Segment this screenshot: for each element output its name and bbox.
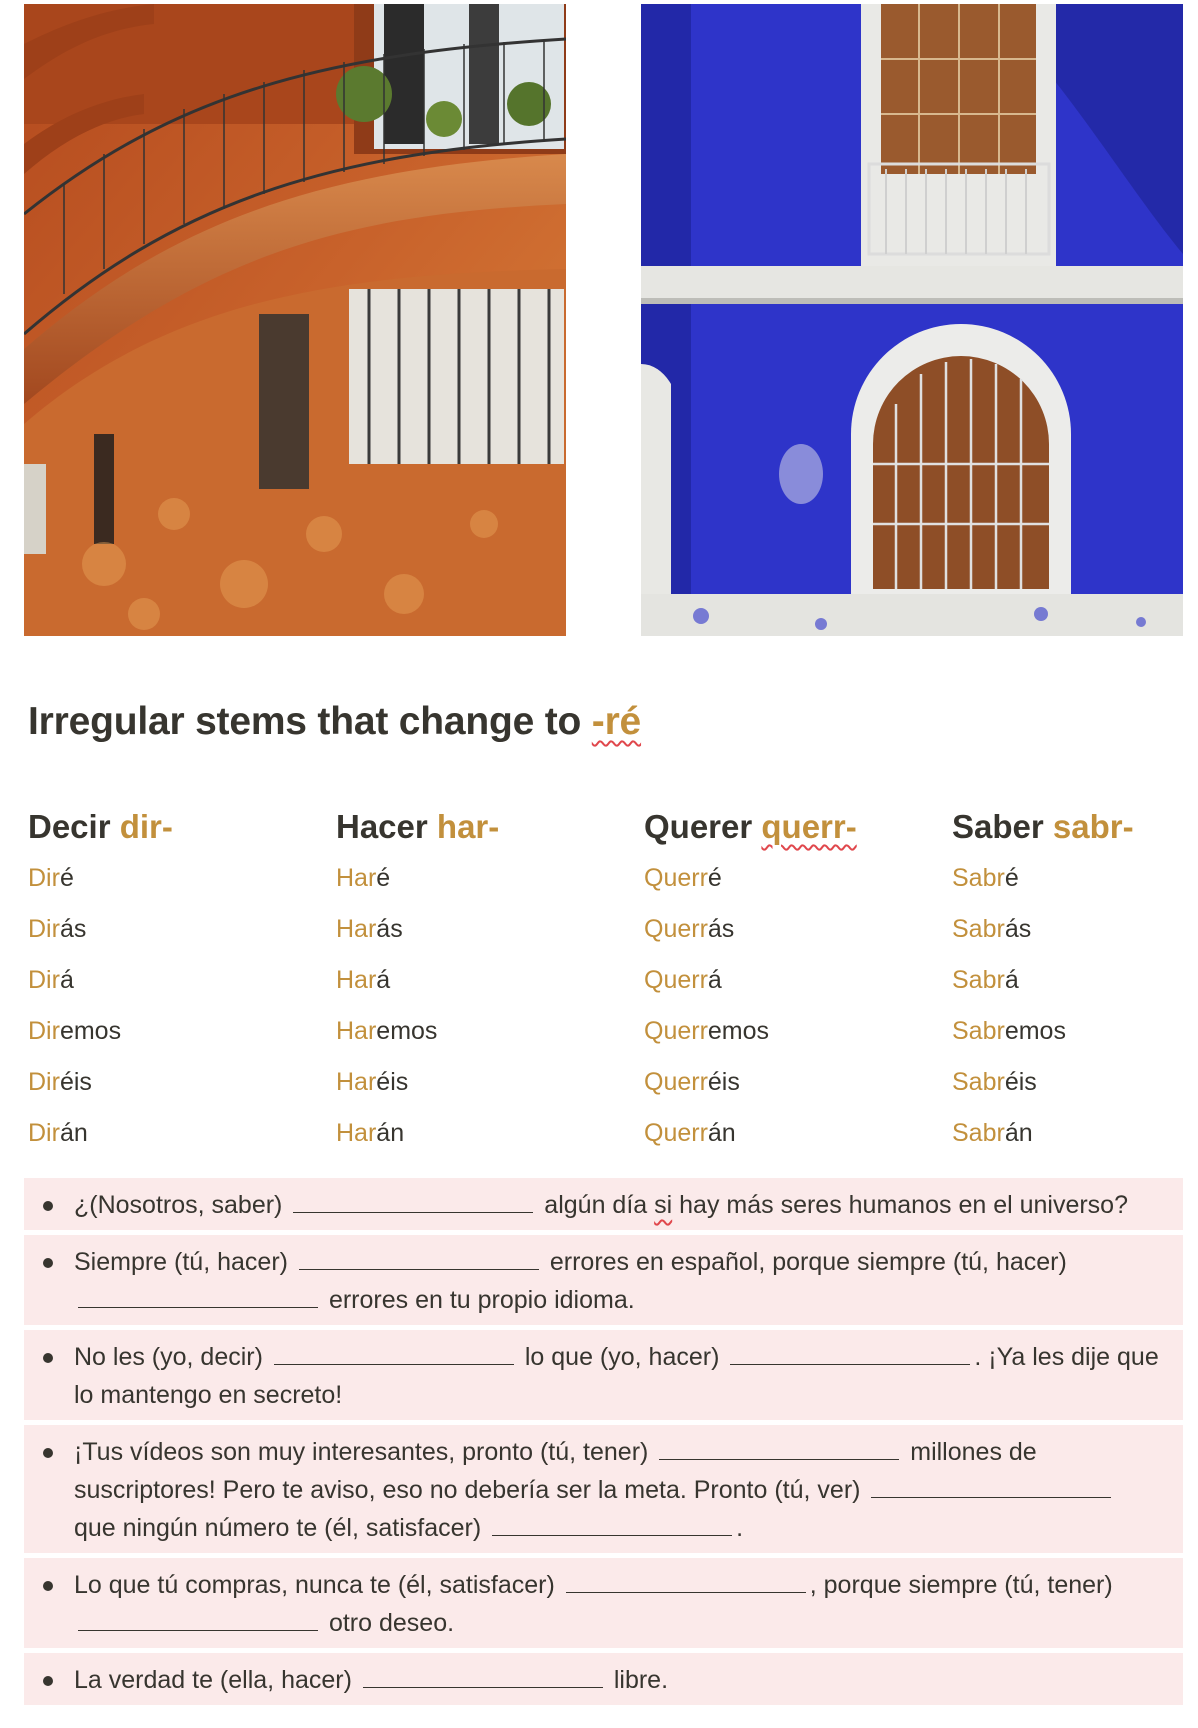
answer-blank[interactable] — [78, 1283, 318, 1308]
exercise-item[interactable]: La verdad te (ella, hacer) libre. — [24, 1653, 1183, 1705]
conjugation-form: Harás — [336, 915, 403, 943]
exercise-item[interactable]: No les (yo, decir) lo que (yo, hacer) . ¡Ya les dije que lo mantengo en secreto! — [24, 1330, 1183, 1420]
column-saber — [952, 806, 1198, 1159]
bullet-icon — [43, 1448, 53, 1458]
answer-blank[interactable] — [871, 1473, 1111, 1498]
answer-blank[interactable] — [363, 1663, 603, 1688]
verb-name: Decir — [28, 808, 111, 845]
conjugation-form: Dirás — [28, 915, 87, 943]
bullet-icon — [43, 1676, 53, 1686]
orange-building-image — [24, 4, 566, 636]
answer-blank[interactable] — [299, 1245, 539, 1270]
heading-suffix: -ré — [591, 700, 642, 743]
answer-blank[interactable] — [293, 1188, 533, 1213]
conjugation-form: Haré — [336, 864, 391, 892]
column-header — [644, 806, 944, 848]
orange-building-photo — [24, 4, 566, 636]
conjugation-form: Sabréis — [952, 1068, 1037, 1096]
conjugation-form: Dirá — [28, 966, 74, 994]
answer-blank[interactable] — [274, 1340, 514, 1365]
conjugation-form: Querremos — [644, 1017, 770, 1045]
conjugation-form: Sabremos — [952, 1017, 1066, 1045]
heading-text: Irregular stems that change to — [28, 700, 582, 743]
exercise-item[interactable]: ¿(Nosotros, saber) algún día si hay más seres humanos en el universo? — [24, 1178, 1183, 1230]
conjugation-form: Harán — [336, 1119, 405, 1147]
conjugation-form: Sabrá — [952, 966, 1019, 994]
column-header — [952, 806, 1198, 848]
conjugation-form: Diremos — [28, 1017, 122, 1045]
bullet-icon — [43, 1258, 53, 1268]
bullet-icon — [43, 1581, 53, 1591]
verb-stem: dir- — [119, 808, 173, 845]
conjugation-form: Querréis — [644, 1068, 740, 1096]
column-querer — [644, 806, 944, 1159]
verb-name: Saber — [952, 808, 1044, 845]
answer-blank[interactable] — [659, 1435, 899, 1460]
page-heading — [28, 700, 641, 744]
blue-facade-image — [641, 4, 1183, 636]
answer-blank[interactable] — [78, 1606, 318, 1631]
answer-blank[interactable] — [730, 1340, 970, 1365]
conjugation-form: Querrá — [644, 966, 722, 994]
bullet-icon — [43, 1353, 53, 1363]
exercise-item[interactable]: Siempre (tú, hacer) errores en español, porque siempre (tú, hacer) errores en tu propio idioma. — [24, 1235, 1183, 1325]
verb-stem: querr- — [761, 808, 857, 845]
conjugation-form: Querrás — [644, 915, 735, 943]
verb-name: Hacer — [336, 808, 428, 845]
exercise-item[interactable]: Lo que tú compras, nunca te (él, satisfacer) , porque siempre (tú, tener) otro deseo. — [24, 1558, 1183, 1648]
conjugation-form: Sabré — [952, 864, 1019, 892]
answer-blank[interactable] — [566, 1568, 806, 1593]
conjugation-form: Diréis — [28, 1068, 92, 1096]
conjugation-form: Sabrán — [952, 1119, 1033, 1147]
exercise-item[interactable]: ¡Tus vídeos son muy interesantes, pronto (tú, tener) millones de suscriptores! Pero te aviso, eso no debería ser la meta. Pronto (tú, ver) que ningún número te (él, satisfacer) . — [24, 1425, 1183, 1553]
conjugation-form: Hará — [336, 966, 391, 994]
conjugation-form: Querrán — [644, 1119, 736, 1147]
verb-stem: sabr- — [1052, 808, 1134, 845]
conjugation-form: Haréis — [336, 1068, 409, 1096]
bullet-icon — [43, 1201, 53, 1211]
conjugation-form: Querré — [644, 864, 722, 892]
conjugation-form: Diré — [28, 864, 74, 892]
verb-name: Querer — [644, 808, 753, 845]
blue-facade-photo — [641, 4, 1183, 636]
column-decir — [28, 806, 328, 1159]
conjugation-form: Sabrás — [952, 915, 1032, 943]
conjugation-form: Dirán — [28, 1119, 88, 1147]
column-header — [336, 806, 636, 848]
conjugation-form: Haremos — [336, 1017, 438, 1045]
column-hacer — [336, 806, 636, 1159]
answer-blank[interactable] — [492, 1511, 732, 1536]
exercise-list — [24, 1178, 1183, 1710]
verb-stem: har- — [436, 808, 500, 845]
column-header — [28, 806, 328, 848]
